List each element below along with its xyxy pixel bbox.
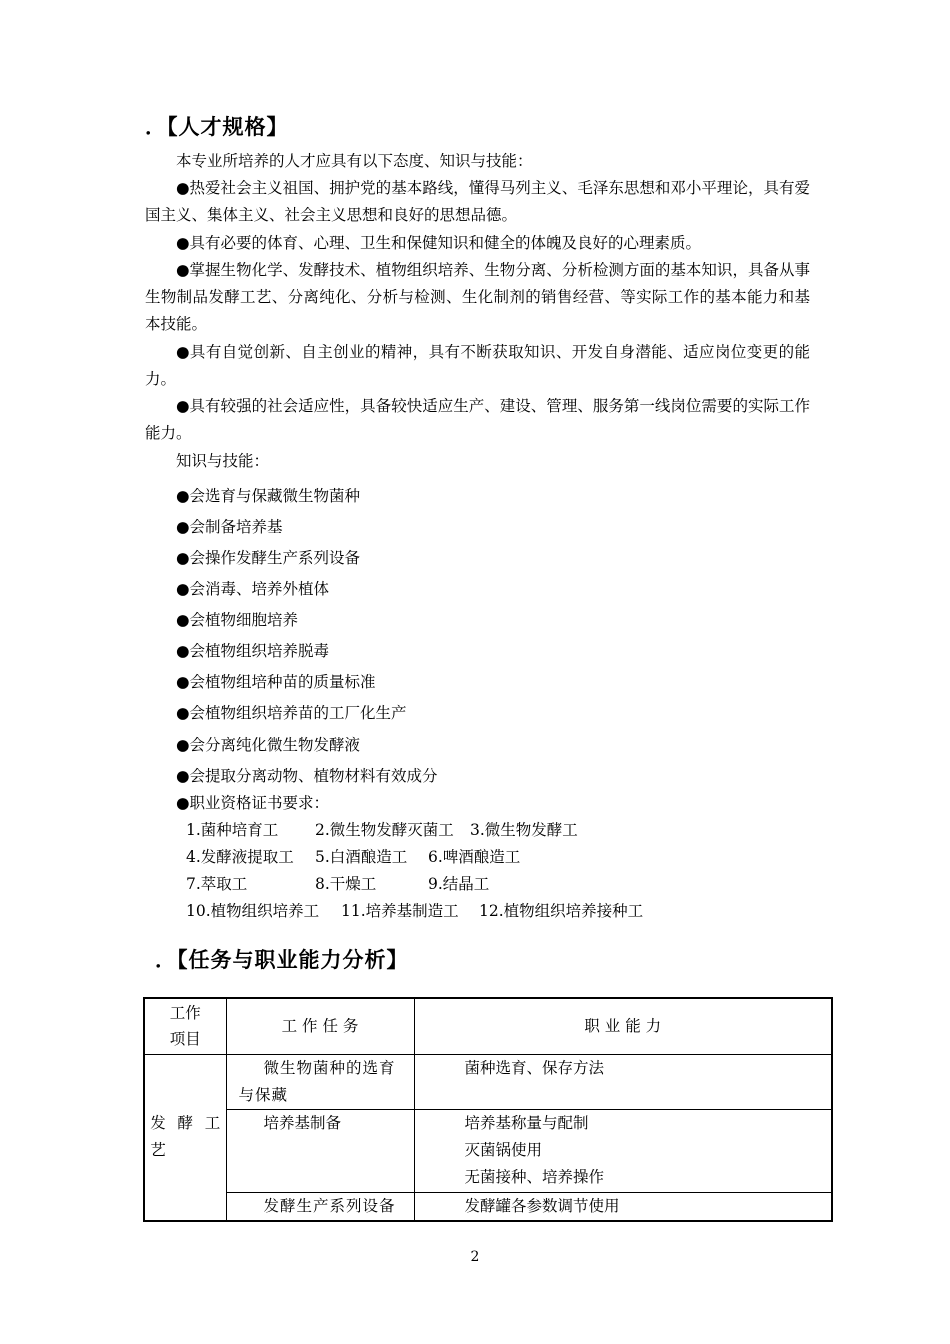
task-ability-table <box>143 997 833 1222</box>
cert-item: 6.啤酒酿造工 <box>428 848 521 866</box>
cert-item: 2.微生物发酵灭菌工 <box>315 821 454 839</box>
skills-title: 知识与技能： <box>176 452 270 470</box>
bullet-paragraph: ●具有必要的体育、心理、卫生和保健知识和健全的体魄及良好的心理素质。 <box>176 234 702 252</box>
task-label: 培养基制备 <box>263 1113 342 1132</box>
ability-line: 菌种选育、保存方法 <box>464 1058 605 1077</box>
task-label: 发酵生产系列设备 <box>263 1196 396 1215</box>
project-cell <box>144 1054 226 1221</box>
ability-line: 发酵罐各参数调节使用 <box>464 1196 620 1215</box>
skill-item: ●会制备培养基 <box>176 518 283 536</box>
task-cell <box>226 1192 414 1221</box>
header-cell-task: 工 作 任 务 <box>226 998 414 1054</box>
cert-item: 7.萃取工 <box>186 875 248 893</box>
intro-paragraph: 本专业所培养的人才应具有以下态度、知识与技能： <box>176 152 533 170</box>
ability-cell <box>414 1109 832 1192</box>
skill-item: ●会植物组织培养脱毒 <box>176 642 330 660</box>
ability-line: 无菌接种、培养操作 <box>464 1167 605 1186</box>
cert-item: 11.培养基制造工 <box>341 902 459 920</box>
skill-item: ●会操作发酵生产系列设备 <box>176 549 361 567</box>
bullet-paragraph: ●具有自觉创新、自主创业的精神，具有不断获取知识、开发自身潜能、适应岗位变更的能力。 <box>145 343 810 388</box>
cert-item: 5.白酒酿造工 <box>315 848 408 866</box>
cert-item: 8.干燥工 <box>315 875 377 893</box>
header-cell-project <box>144 998 226 1054</box>
header-project-label: 工作项目 <box>169 1004 201 1049</box>
ability-cell <box>414 1054 832 1109</box>
skill-item: ●会消毒、培养外植体 <box>176 580 330 598</box>
table-row <box>144 1054 832 1109</box>
bullet-paragraph: ●掌握生物化学、发酵技术、植物组织培养、生物分离、分析检测方面的基本知识，具备从事生物制品发酵工艺、分离纯化、分析与检测、生化制剂的销售经营、等实际工作的基本能力和基本技能。 <box>145 261 810 333</box>
task-cell <box>226 1054 414 1109</box>
cert-item: 9.结晶工 <box>428 875 490 893</box>
skill-item: ●会分离纯化微生物发酵液 <box>176 736 361 754</box>
skill-item: ●会提取分离动物、植物材料有效成分 <box>176 767 438 785</box>
header-cell-ability: 职 业 能 力 <box>414 998 832 1054</box>
section-heading-task-analysis: ．【任务与职业能力分析】 <box>155 948 409 972</box>
bullet-paragraph: ●具有较强的社会适应性，具备较快适应生产、建设、管理、服务第一线岗位需要的实际工作能力。 <box>145 397 810 442</box>
cert-item: 1.菌种培育工 <box>186 821 279 839</box>
cert-item: 12.植物组织培养接种工 <box>479 902 644 920</box>
skill-item: ●会植物组培种苗的质量标准 <box>176 673 376 691</box>
skill-item: ●会植物细胞培养 <box>176 611 299 629</box>
ability-cell <box>414 1192 832 1221</box>
cert-title: ●职业资格证书要求： <box>176 794 330 812</box>
section-heading-talent-spec: ．【人才规格】 <box>145 115 289 139</box>
table-header-row <box>144 998 832 1054</box>
ability-line: 灭菌锅使用 <box>464 1140 543 1159</box>
skill-item: ●会植物组织培养苗的工厂化生产 <box>176 704 407 722</box>
skill-item: ●会选育与保藏微生物菌种 <box>176 487 361 505</box>
project-label: 发 酵 工艺 <box>150 1114 221 1159</box>
ability-line: 培养基称量与配制 <box>464 1113 589 1132</box>
task-cell <box>226 1109 414 1192</box>
page-number: 2 <box>470 1249 480 1265</box>
cert-item: 4.发酵液提取工 <box>186 848 294 866</box>
table-row <box>144 1109 832 1192</box>
bullet-paragraph: ●热爱社会主义祖国、拥护党的基本路线，懂得马列主义、毛泽东思想和邓小平理论，具有爱国主义、集体主义、社会主义思想和良好的思想品德。 <box>145 179 810 224</box>
task-label: 微生物菌种的选育与保藏 <box>238 1058 396 1104</box>
cert-item: 3.微生物发酵工 <box>470 821 578 839</box>
table-row <box>144 1192 832 1221</box>
cert-item: 10.植物组织培养工 <box>186 902 320 920</box>
